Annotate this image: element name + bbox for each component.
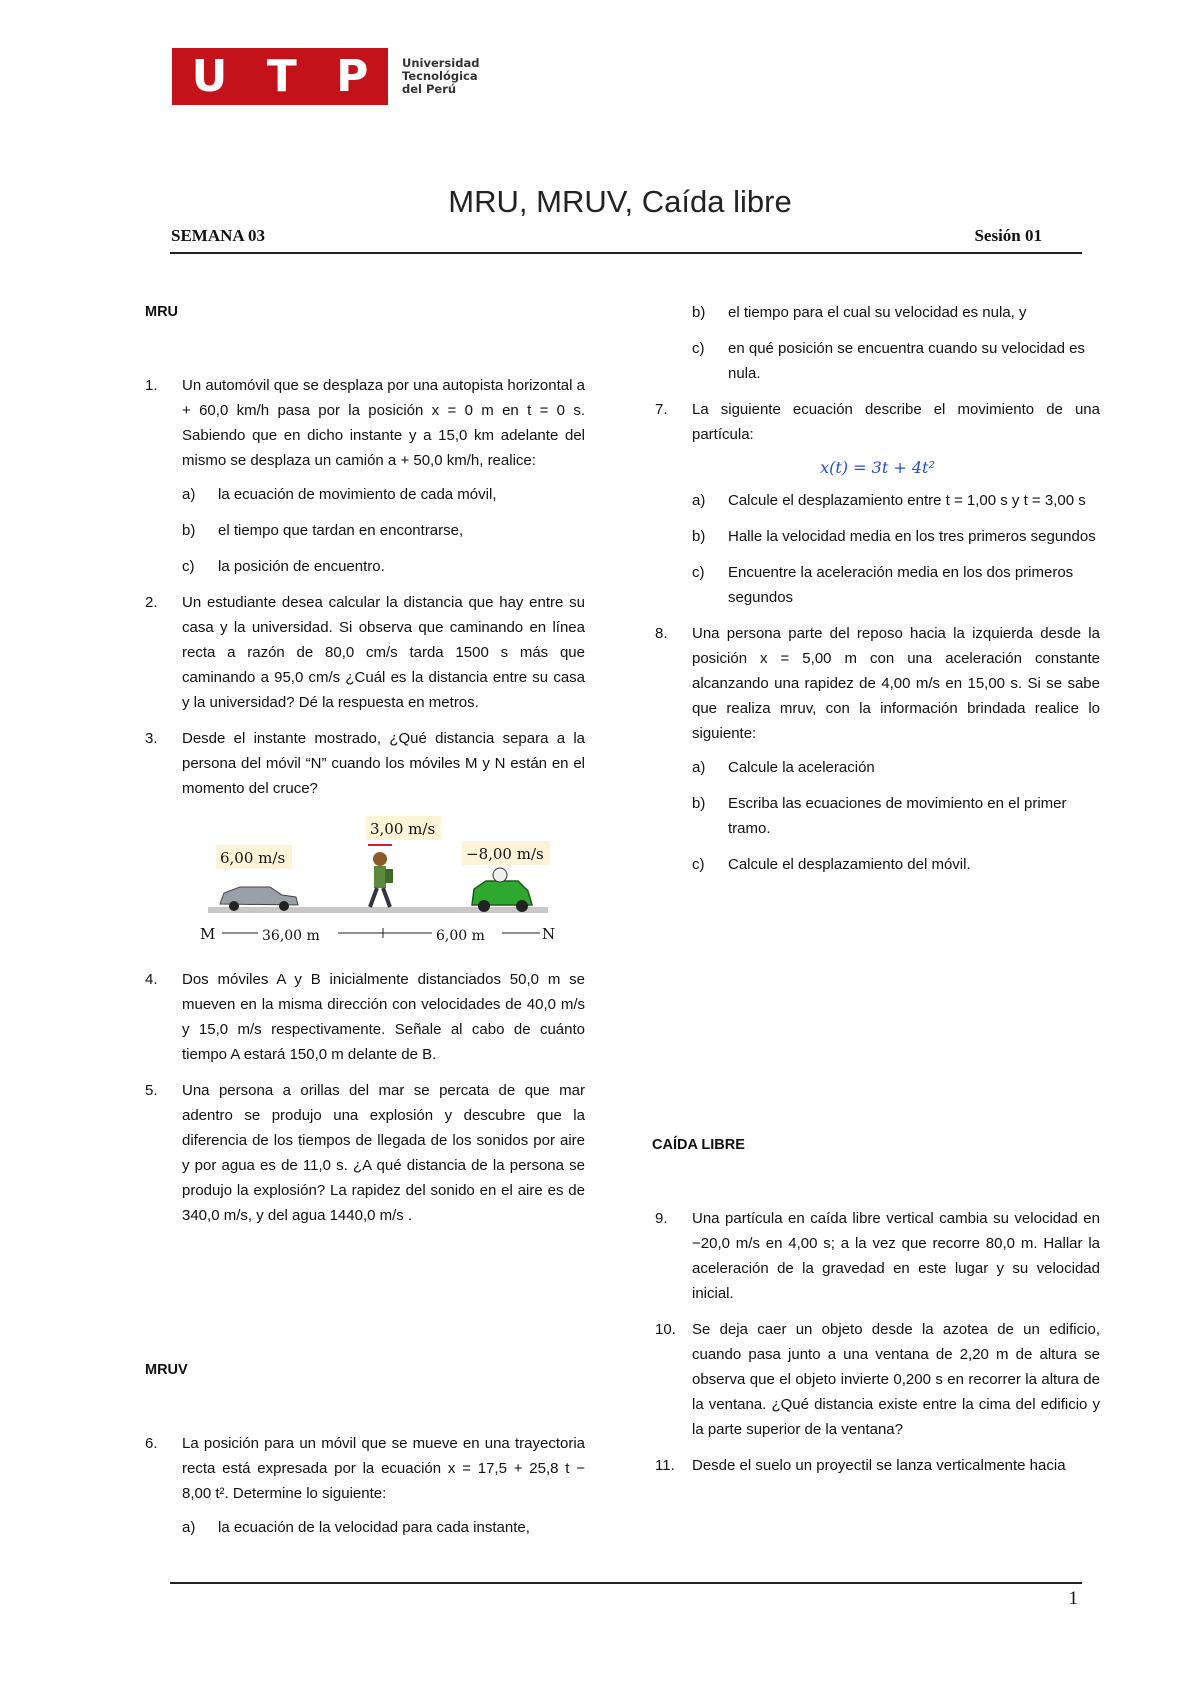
problem-7-b (655, 524, 1100, 549)
sub-label: b) (692, 528, 706, 545)
problem-number: 10. (655, 1321, 676, 1338)
problem-text: Desde el suelo un proyectil se lanza verticalmente hacia (692, 1457, 1066, 1474)
problem-6-c (655, 336, 1100, 386)
point-m-label: M (200, 925, 216, 943)
v-person-label: 3,00 m/s (370, 820, 436, 838)
sub-text: Calcule el desplazamiento entre t = 1,00 s y t = 3,00 s (728, 492, 1086, 509)
problem-5 (145, 1078, 585, 1228)
problem-text: Dos móviles A y B inicialmente distanciados 50,0 m se mueven en la misma dirección con velocidades de 40,0 m/s y 15,0 m/s respectivamente. Señale al cabo de cuánto tiempo A estará 150,0 m delante de B. (182, 971, 585, 1063)
sub-label: a) (692, 759, 706, 776)
logo-block (172, 48, 388, 105)
session-label: Sesión 01 (974, 226, 1042, 245)
problem-number: 4. (145, 971, 158, 988)
problem-text: Desde el instante mostrado, ¿Qué distancia separa a la persona del móvil “N” cuando los móviles M y N están en el momento del cruce? (182, 730, 585, 797)
distance-1-label: 36,00 m (262, 928, 320, 944)
logo-letter-p: P (336, 50, 369, 102)
sub-label: c) (182, 558, 195, 575)
section-title-caida-libre: CAÍDA LIBRE (652, 1137, 745, 1153)
week-label: SEMANA 03 (171, 226, 265, 245)
problem-7-a (655, 488, 1100, 513)
problem-text: Una partícula en caída libre vertical cambia su velocidad en −20,0 m/s en 4,00 s; a la vez que recorre 80,0 m. Hallar la aceleración de la gravedad en este lugar y su velocidad inicial. (692, 1210, 1100, 1302)
problem-8-c (655, 852, 1100, 877)
problem-11 (655, 1453, 1100, 1478)
sub-text: Halle la velocidad media en los tres primeros segundos (728, 528, 1096, 545)
problem-7-c (655, 560, 1100, 610)
problem-text: Un automóvil que se desplaza por una autopista horizontal a + 60,0 km/h pasa por la posición x = 0 m en t = 0 s. Sabiendo que en dicho instante y a 15,0 km adelante del mismo se desplaza un camión a + 50,0 km/h, realice: (182, 377, 585, 469)
problem-number: 1. (145, 377, 158, 394)
problem-8 (655, 621, 1100, 746)
sub-text: la ecuación de la velocidad para cada instante, (218, 1519, 530, 1536)
sub-label: b) (692, 795, 706, 812)
motion-figure-svg (200, 809, 560, 959)
sub-label: b) (182, 522, 196, 539)
problem-text: La siguiente ecuación describe el movimiento de una partícula: (692, 401, 1100, 443)
motion-figure (200, 809, 560, 959)
problem-7 (655, 397, 1100, 447)
v-n-label: −8,00 m/s (466, 845, 544, 863)
problem-8-b (655, 791, 1100, 841)
v-m-label: 6,00 m/s (220, 849, 286, 867)
road (208, 907, 548, 913)
sub-label: c) (692, 340, 705, 357)
problem-number: 6. (145, 1435, 158, 1452)
problem-number: 3. (145, 730, 158, 747)
problem-1-c (145, 554, 585, 579)
problem-number: 5. (145, 1082, 158, 1099)
sub-text: el tiempo para el cual su velocidad es nula, y (728, 304, 1027, 321)
sub-text: en qué posición se encuentra cuando su velocidad es nula. (728, 340, 1085, 382)
header-divider (170, 252, 1082, 254)
problem-1 (145, 373, 585, 473)
point-n-label: N (542, 925, 556, 943)
sub-label: c) (692, 564, 705, 581)
page-number: 1 (1068, 1588, 1078, 1609)
sub-label: a) (182, 486, 196, 503)
problem-number: 9. (655, 1210, 668, 1227)
person-icon (370, 852, 393, 907)
problem-1-b (145, 518, 585, 543)
sub-label: b) (692, 304, 706, 321)
problem-number: 7. (655, 401, 668, 418)
problem-number: 8. (655, 625, 668, 642)
problem-number: 11. (655, 1457, 675, 1474)
logo-text-line-1: Universidad (402, 56, 480, 70)
equation-7: x(t) = 3t + 4t² (820, 458, 935, 477)
problem-number: 2. (145, 594, 158, 611)
problem-text: Una persona a orillas del mar se percata de que mar adentro se produjo una explosión y descubre que la diferencia de los tiempos de llegada de los sonidos por aire y por agua es de 11,0 s. ¿A qué distancia de la persona se produjo la explosión? La rapidez del sonido en el aire es de 340,0 m/s, y del agua 1440,0 m/s . (182, 1082, 585, 1224)
sub-text: Calcule la aceleración (728, 759, 875, 776)
logo-text (402, 57, 479, 96)
problem-9 (655, 1206, 1100, 1306)
sub-label: c) (692, 856, 705, 873)
problem-text: Una persona parte del reposo hacia la izquierda desde la posición x = 5,00 m con una aceleración constante alcanzando una rapidez de 4,00 m/s en 15,00 s. Si se sabe que realiza mruv, con la información brindada realice lo siguiente: (692, 625, 1100, 742)
problem-6-b (655, 300, 1100, 325)
sub-text: Encuentre la aceleración media en los dos primeros segundos (728, 564, 1074, 606)
problem-text: Se deja caer un objeto desde la azotea de un edificio, cuando pasa junto a una ventana de 2,20 m de altura se observa que el objeto invierte 0,200 s en recorrer la altura de la ventana. ¿Qué distancia existe entre la cima del edificio y la parte superior de la ventana? (692, 1321, 1100, 1438)
problem-4 (145, 967, 585, 1067)
logo-text-line-2: Tecnológica (402, 69, 478, 83)
problem-6-a (145, 1515, 585, 1540)
sub-label: a) (692, 492, 706, 509)
sub-text: el tiempo que tardan en encontrarse, (218, 522, 464, 539)
sub-label: a) (182, 1519, 196, 1536)
car-n-icon (472, 868, 532, 912)
utp-logo (172, 48, 479, 105)
section-title-mruv: MRUV (145, 1362, 188, 1378)
problem-1-a (145, 482, 585, 507)
logo-letter-t: T (266, 50, 297, 102)
problem-8-a (655, 755, 1100, 780)
right-column (652, 300, 1100, 1478)
sub-text: la ecuación de movimiento de cada móvil, (218, 486, 497, 503)
problem-text: Un estudiante desea calcular la distancia que hay entre su casa y la universidad. Si observa que caminando en línea recta a razón de 80,0 cm/s tarda 1500 s más que caminando a 95,0 cm/s ¿Cuál es la distancia entre su casa y la universidad? Dé la respuesta en metros. (182, 594, 585, 711)
distance-2-label: 6,00 m (436, 928, 485, 944)
problem-text: La posición para un móvil que se mueve en una trayectoria recta está expresada por la ecuación x = 17,5 + 25,8 t − 8,00 t². Determine lo siguiente: (182, 1435, 585, 1502)
left-column (145, 300, 585, 1540)
footer-divider (170, 1582, 1082, 1584)
logo-text-line-3: del Perú (402, 82, 457, 96)
sub-text: Calcule el desplazamiento del móvil. (728, 856, 971, 873)
page-title: MRU, MRUV, Caída libre (448, 184, 792, 219)
problem-2 (145, 590, 585, 715)
sub-text: la posición de encuentro. (218, 558, 385, 575)
problem-3 (145, 726, 585, 801)
sub-text: Escriba las ecuaciones de movimiento en el primer tramo. (728, 795, 1067, 837)
problem-6 (145, 1431, 585, 1506)
logo-letter-u: U (191, 50, 228, 102)
problem-10 (655, 1317, 1100, 1442)
section-title-mru: MRU (145, 304, 179, 320)
